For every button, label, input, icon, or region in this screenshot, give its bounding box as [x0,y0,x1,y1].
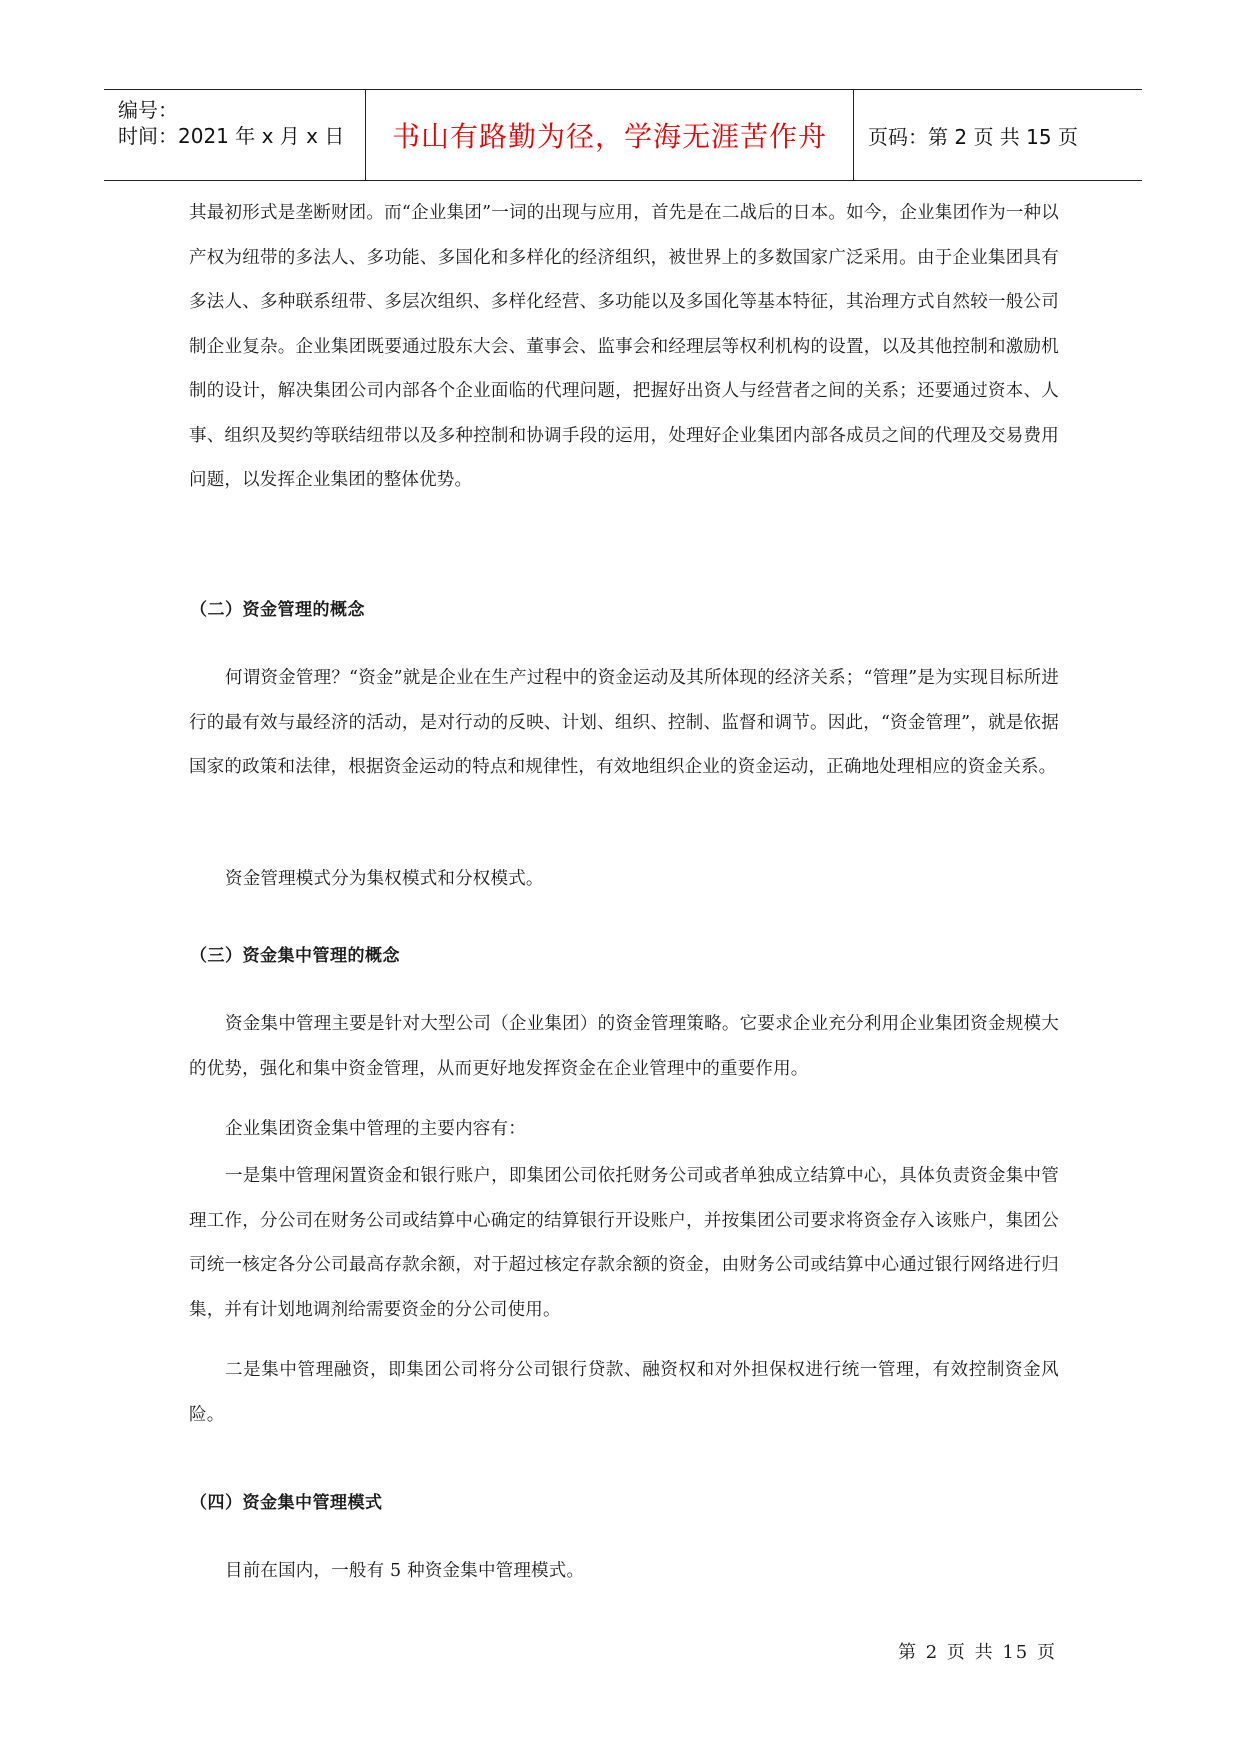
section3-paragraph-1: 资金集中管理主要是针对大型公司（企业集团）的资金管理策略。它要求企业充分利用企业集团资金规模大的优势，强化和集中资金管理，从而更好地发挥资金在企业管理中的重要作用。 [189,1014,1059,1079]
section4-paragraph-1: 目前在国内，一般有 5 种资金集中管理模式。 [225,1561,585,1581]
section2-paragraph-1: 何谓资金管理？“资金”就是企业在生产过程中的资金运动及其所体现的经济关系；“管理”是为实现目标所进行的最有效与最经济的活动，是对行动的反映、计划、组织、控制、监督和调节。因此，“资金管理”，就是依据国家的政策和法律，根据资金运动的特点和规律性，有效地组织企业的资金运动，正确地处理相应的资金关系。 [189,668,1059,777]
header-meta-cell [104,90,366,180]
document-number-label: 编号： [118,98,178,122]
page-footer: 第 2 页 共 15 页 [898,1642,1057,1663]
section-heading-2: （二）资金管理的概念 [190,600,365,620]
header-page-label: 页码：第 2 页 共 15 页 [868,124,1078,149]
document-time-label: 时间：2021 年 x 月 x 日 [118,124,345,148]
section3-paragraph-4: 二是集中管理融资，即集团公司将分公司银行贷款、融资权和对外担保权进行统一管理，有效控制资金风险。 [189,1360,1059,1425]
section3-paragraph-3: 一是集中管理闲置资金和银行账户，即集团公司依托财务公司或者单独成立结算中心，具体负责资金集中管理工作，分公司在财务公司或结算中心确定的结算银行开设账户，并按集团公司要求将资金存入该账户，集团公司统一核定各分公司最高存款余额，对于超过核定存款余额的资金，由财务公司或结算中心通过银行网络进行归集，并有计划地调剂给需要资金的分公司使用。 [189,1166,1059,1320]
header-motto: 书山有路勤为径，学海无涯苦作舟 [391,120,827,153]
section2-paragraph-2: 资金管理模式分为集权模式和分权模式。 [225,869,544,889]
header-motto-cell [366,90,854,180]
intro-paragraph: 其最初形式是垄断财团。而“企业集团”一词的出现与应用，首先是在二战后的日本。如今，企业集团作为一种以产权为纽带的多法人、多功能、多国化和多样化的经济组织，被世界上的多数国家广泛采用。由于企业集团具有多法人、多种联系纽带、多层次组织、多样化经营、多功能以及多国化等基本特征，其治理方式自然较一般公司制企业复杂。企业集团既要通过股东大会、董事会、监事会和经理层等权利机构的设置，以及其他控制和激励机制的设计，解决集团公司内部各个企业面临的代理问题，把握好出资人与经营者之间的关系；还要通过资本、人事、组织及契约等联结纽带以及多种控制和协调手段的运用，处理好企业集团内部各成员之间的代理及交易费用问题，以发挥企业集团的整体优势。 [189,203,1059,490]
page-header [104,89,1142,181]
section-heading-4: （四）资金集中管理模式 [190,1493,383,1513]
section-heading-3: （三）资金集中管理的概念 [190,946,400,966]
section3-paragraph-2: 企业集团资金集中管理的主要内容有： [225,1119,526,1139]
